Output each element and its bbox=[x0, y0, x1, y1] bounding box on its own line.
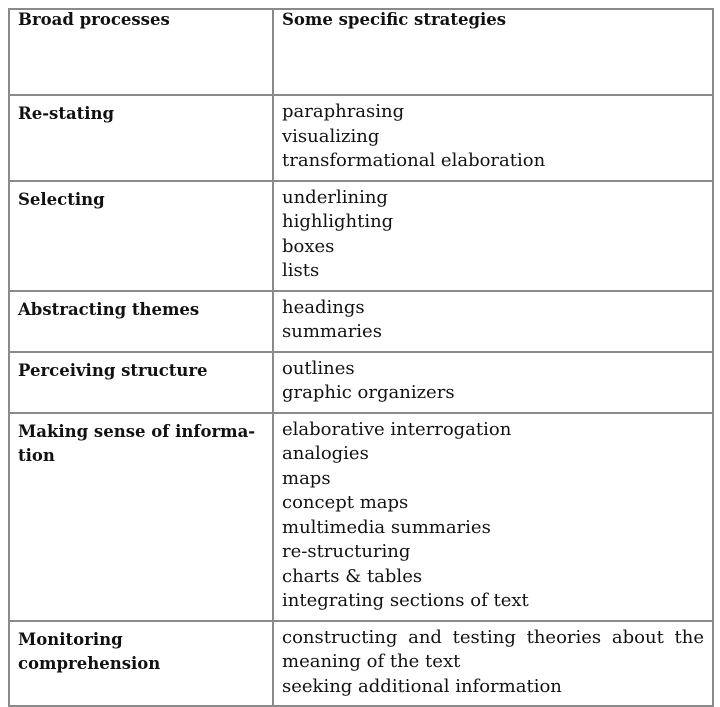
strategy-item: seeking additional information bbox=[282, 675, 562, 697]
strategy-item: boxes bbox=[282, 235, 335, 257]
strategy-item: graphic organizers bbox=[282, 382, 455, 403]
broad-process-cell: Re-stating bbox=[9, 95, 273, 181]
strategies-cell bbox=[273, 413, 713, 621]
strategy-item: headings bbox=[282, 296, 365, 318]
strategy-item: charts & tables bbox=[282, 565, 423, 587]
strategy-item: paraphrasing bbox=[282, 101, 405, 122]
strategy-item: elaborative interrogation bbox=[282, 418, 512, 440]
strategies-table bbox=[8, 8, 714, 707]
header-specific-strategies: Some specific strategies bbox=[273, 9, 713, 95]
strategies-cell bbox=[273, 95, 713, 181]
broad-process-cell: Monitoring comprehension bbox=[9, 621, 273, 707]
broad-process-cell: Abstracting themes bbox=[9, 291, 273, 352]
strategy-item: re-structuring bbox=[282, 541, 411, 562]
table-row bbox=[9, 621, 713, 707]
broad-process-cell: Perceiving structure bbox=[9, 352, 273, 413]
strategy-item: transformational elaboration bbox=[282, 150, 546, 171]
broad-process-cell: Making sense of informa-tion bbox=[9, 413, 273, 621]
strategies-cell bbox=[273, 291, 713, 352]
strategy-item: underlining bbox=[282, 186, 388, 208]
table-row bbox=[9, 413, 713, 621]
strategy-item: lists bbox=[282, 260, 320, 281]
strategy-item: maps bbox=[282, 467, 331, 489]
strategy-item: outlines bbox=[282, 357, 355, 379]
strategy-item: concept maps bbox=[282, 492, 409, 513]
strategy-item: summaries bbox=[282, 321, 382, 342]
table-row bbox=[9, 181, 713, 291]
strategy-item: constructing and testing theories about the meaning of the text bbox=[282, 626, 704, 672]
strategy-item: multimedia summaries bbox=[282, 516, 491, 538]
strategy-item: visualizing bbox=[282, 125, 380, 147]
table-row bbox=[9, 352, 713, 413]
strategies-cell bbox=[273, 181, 713, 291]
header-row bbox=[9, 9, 713, 95]
strategy-item: highlighting bbox=[282, 211, 394, 232]
strategy-item: analogies bbox=[282, 443, 369, 464]
strategy-item: integrating sections of text bbox=[282, 590, 529, 611]
table-row bbox=[9, 95, 713, 181]
header-broad-processes: Broad processes bbox=[9, 9, 273, 95]
broad-process-cell: Selecting bbox=[9, 181, 273, 291]
table-row bbox=[9, 291, 713, 352]
strategies-cell bbox=[273, 621, 713, 707]
strategies-cell bbox=[273, 352, 713, 413]
